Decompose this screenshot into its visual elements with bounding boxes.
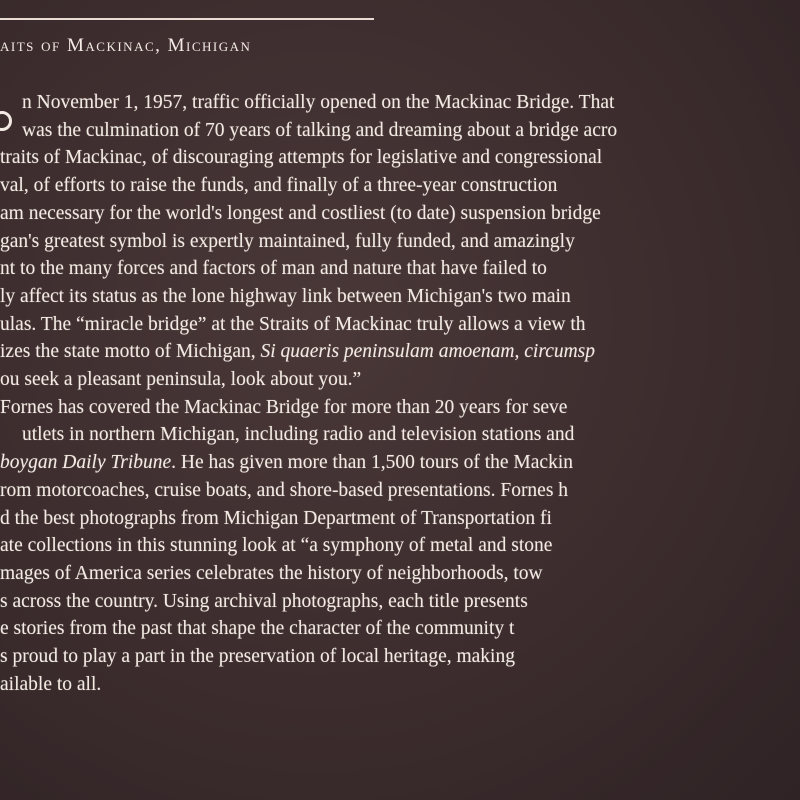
text-segment: mages of America series celebrates the history of neighborhoods, tow xyxy=(0,562,543,584)
text-line xyxy=(0,258,547,280)
text-line xyxy=(22,120,617,142)
text-line xyxy=(0,203,601,225)
text-segment: ou seek a pleasant peninsula, look about you.” xyxy=(0,369,362,390)
text-line xyxy=(0,563,543,585)
text-line xyxy=(22,424,574,446)
text-line xyxy=(0,452,573,474)
text-segment: . He has given more than 1,500 tours of the Mackin xyxy=(171,452,573,474)
text-segment: n November 1, 1957, traffic officially opened on the Mackinac Bridge. That xyxy=(22,92,615,113)
circle-mark-icon xyxy=(0,111,12,131)
text-segment: utlets in northern Michigan, including radio and television stations and xyxy=(22,424,575,446)
text-segment: ate collections in this stunning look at “a symphony of metal and stone xyxy=(0,535,553,557)
text-line xyxy=(0,646,515,668)
text-line xyxy=(0,508,552,530)
text-segment: izes the state motto of Michigan, xyxy=(0,341,261,363)
text-line xyxy=(0,591,528,613)
text-line xyxy=(0,674,101,696)
italic-segment: Si quaeris peninsulam amoenam, circumsp xyxy=(260,341,596,363)
text-line xyxy=(0,369,361,391)
text-segment: ly affect its status as the lone highway link between Michigan's two main xyxy=(0,285,571,307)
text-line xyxy=(22,92,614,114)
text-line xyxy=(0,535,552,557)
text-segment: traits of Mackinac, of discouraging attempts for legislative and congressional xyxy=(0,147,603,169)
text-segment: ailable to all. xyxy=(0,673,102,695)
text-line xyxy=(0,175,557,197)
text-segment: was the culmination of 70 years of talking and dreaming about a bridge acro xyxy=(22,119,618,141)
text-segment: e stories from the past that shape the character of the community t xyxy=(0,618,515,640)
text-line xyxy=(0,147,602,169)
text-line xyxy=(0,618,514,640)
text-segment: val, of efforts to raise the funds, and finally of a three-year construction xyxy=(0,175,558,197)
text-line xyxy=(0,397,567,419)
text-line xyxy=(0,341,595,363)
text-segment: d the best photographs from Michigan Department of Transportation fi xyxy=(0,507,552,529)
text-segment: am necessary for the world's longest and costliest (to date) suspension bridge xyxy=(0,202,601,224)
text-segment: ulas. The “miracle bridge” at the Straits of Mackinac truly allows a view th xyxy=(0,313,586,335)
text-line xyxy=(0,231,575,253)
text-segment: gan's greatest symbol is expertly maintained, fully funded, and amazingly xyxy=(0,230,575,252)
top-rule xyxy=(0,18,374,20)
text-segment: s proud to play a part in the preservation of local heritage, making xyxy=(0,646,515,667)
text-segment: rom motorcoaches, cruise boats, and shore-based presentations. Fornes h xyxy=(0,479,569,501)
text-segment: Fornes has covered the Mackinac Bridge for more than 20 years for seve xyxy=(0,396,568,418)
text-line xyxy=(0,314,586,336)
text-segment: nt to the many forces and factors of man and nature that have failed to xyxy=(0,258,547,280)
text-segment: s across the country. Using archival photographs, each title presents xyxy=(0,590,528,612)
italic-segment: boygan Daily Tribune xyxy=(0,452,172,474)
text-line xyxy=(0,286,571,308)
section-heading: aits of Mackinac, Michigan xyxy=(0,35,252,56)
text-line xyxy=(0,480,568,502)
